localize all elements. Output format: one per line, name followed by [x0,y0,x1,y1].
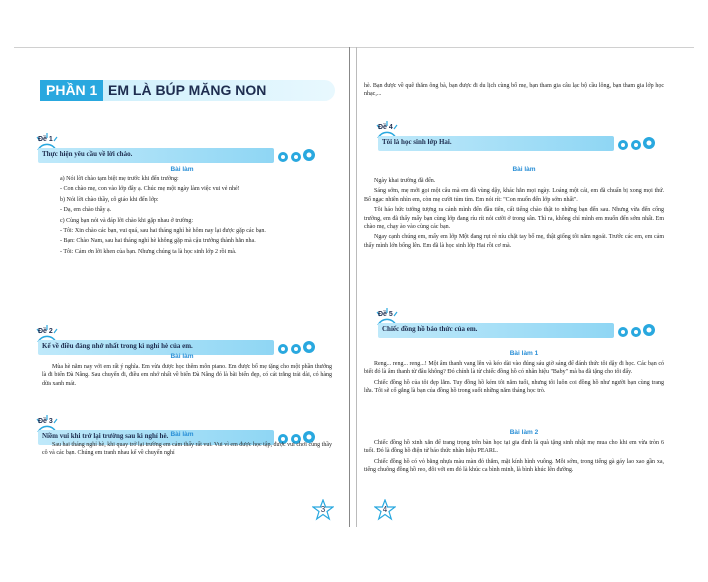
right-page [364,50,686,540]
exercise-header-4 [374,114,654,158]
answer-line: c) Cùng bạn nói và đáp lời chào khi gặp nhau ở trường: [60,217,194,224]
part-title: EM LÀ BÚP MĂNG NON [108,82,267,98]
book-spine-shadow [356,47,357,527]
answer-line: - Con chào mẹ, con vào lớp đây ạ. Chúc mẹ một ngày làm việc vui vẻ nhé! [60,186,240,193]
bailam-heading: Bài làm [512,166,536,173]
exercise-4-body [364,177,664,250]
exercise-1-body [60,175,330,256]
exercise-title: Thực hiện yêu cầu về lời chào. [42,150,133,158]
answer-line: - Tôi: Xin chào các bạn, vui quá, sau hai tháng nghỉ hè hôm nay lại được gặp các bạn. [60,228,266,235]
answer-paragraph: Tôi háo hức tưởng tượng ra cảnh mình đến đầu tiên, cất tiếng chào thật to những bạn đến sau. Nhưng vừa đến cổng trường, em đã thấy mấy bạn cùng lớp đang ríu rít nói cười ở trong sân. Thì ra, không chỉ mình em muốn đến sớm nhất. Em chào mẹ, chạy ào vào cùng các bạn. [364,207,664,231]
answer-paragraph: Sáng sớm, mẹ mới gọi một câu mà em đã vùng dậy, khác hẳn mọi ngày. Loáng một cái, em đã chuẩn bị xong mọi thứ. Bố ngạc nhiên nhìn em, còn mẹ cười tủm tỉm. Em nói rít: "Con muốn đến lớp sớm nhất". [364,188,664,203]
left-page [22,50,344,540]
exercise-header-5 [374,301,654,345]
exercise-label: Đề 2 [38,328,53,335]
bailam-heading: Bài làm 1 [509,350,539,357]
exercise-3-body: Sau hai tháng nghỉ hè, khi quay trở lại trường em cảm thấy rất vui. Vui vì em được học tập, được vui chơi cùng thầy cô và các bạn. Chúng em tranh nhau kể về chuyến nghỉ [42,442,332,457]
answer-paragraph: Ngày khai trường đã đến. [374,178,436,184]
answer-line: - Tôi: Cảm ơn lời khen của bạn. Nhưng chúng ta là học sinh lớp 2 rồi mà. [60,248,237,255]
exercise-header-1 [34,126,314,170]
book-spine [349,47,350,527]
exercise-label: Đề 4 [378,124,393,131]
page-number-text: 3 [320,505,326,514]
part-tag: PHẦN 1 [40,80,103,101]
gears-icon [616,321,658,339]
bailam-heading: Bài làm 2 [509,429,539,436]
exercise-title: Kể về điều đáng nhớ nhất trong kì nghỉ hè của em. [42,342,193,350]
gears-icon [616,134,658,152]
bailam-heading: Bài làm [170,353,194,360]
bailam-heading: Bài làm [170,166,194,173]
answer-line: - Bạn: Chào Nam, sau hai tháng nghỉ hè không gặp mà cậu trưởng thành hẳn nha. [60,238,256,245]
continued-text: hè. Bạn được về quê thăm ông bà, bạn được đi du lịch cùng bố mẹ, bạn tham gia câu lạc bộ cầu lông, bạn tham gia lớp học nhạc,... [364,83,664,98]
answer-paragraph: Reng... reng... reng...! Một âm thanh vang lên và kéo dài vào đúng sáu giờ sáng để đánh thức tôi dậy đi học. Các bạn có biết đó là âm thanh từ đâu không? Đó chính là từ chiếc đồng hồ có nhân hiệu "Baby" mà ba đã tặng cho tôi đấy. [364,361,664,376]
answer-line: b) Nói lời chào thầy, cô giáo khi đến lớp: [60,196,159,203]
exercise-5-body-1 [364,360,664,396]
gears-icon [276,146,318,164]
answer-paragraph: Ngay cạnh chúng em, mấy em lớp Một đang rụt rè níu chặt tay bố mẹ, thật giống tôi năm ngoái. Trước các em, em cảm thấy mình lớn bổng lên. Em đã là học sinh lớp Hai rồi cơ mà. [364,234,664,249]
answer-paragraph: Chiếc đồng hồ xinh xắn để trang trọng trên bàn học tại gia đình là quà tặng sinh nhật mẹ mua cho khi em vừa tròn 6 tuổi. Đó là đồng hồ điện tử báo thức nhãn hiệu PEARL. [364,440,664,455]
exercise-label: Đề 3 [38,418,53,425]
exercise-5-body-2 [364,439,664,475]
exercise-label: Đề 1 [38,136,53,143]
answer-line: a) Nói lời chào tạm biệt mẹ trước khi đến trường: [60,176,179,182]
part-banner [40,80,335,101]
page-number-4 [374,499,396,521]
answer-paragraph: Chiếc đồng hồ của tôi đẹp lắm. Tuy đồng hồ kém tôi năm tuổi, nhưng tôi luôn coi đồng hồ như người bạn cùng trang lứa. Tôi sẽ cố gắng là bạn của đồng hồ trong suốt những năm tháng học trò. [364,379,664,395]
exercise-2-body: Mùa hè năm nay với em rất ý nghĩa. Em vừa được học thêm môn piano. Em được bố mẹ tặng cho một phần thưởng là đi biển Đà Nẵng. Sau chuyến đi, điều em nhớ nhất về biển Đà Nẵng đó là bãi biển đẹp, có cát trắng trải dài, có hàng dừa xanh mát. [42,364,332,387]
page-number-3 [312,499,334,521]
gears-icon [276,338,318,356]
exercise-title: Tôi là học sinh lớp Hai. [382,138,452,146]
answer-paragraph: Chiếc đồng hồ có vỏ bằng nhựa màu màn đỏ thắm, mặt kính hình vuông. Mỗi sớm, trong tiếng gà gáy lao xao gần xa, tiếng chuông đồng hồ reo, đôi với em đó là khúc ca bình minh, là bình khúc lên đường. [364,458,664,474]
bailam-heading: Bài làm [170,431,194,438]
exercise-label: Đề 5 [378,311,393,318]
exercise-title: Chiếc đồng hồ báo thức của em. [382,325,478,333]
top-rule [14,47,694,48]
answer-line: - Dạ, em chào thầy ạ. [60,207,112,214]
page-number-text: 4 [382,505,388,514]
exercise-title: Niềm vui khi trở lại trường sau kì nghỉ hè. [42,432,169,440]
